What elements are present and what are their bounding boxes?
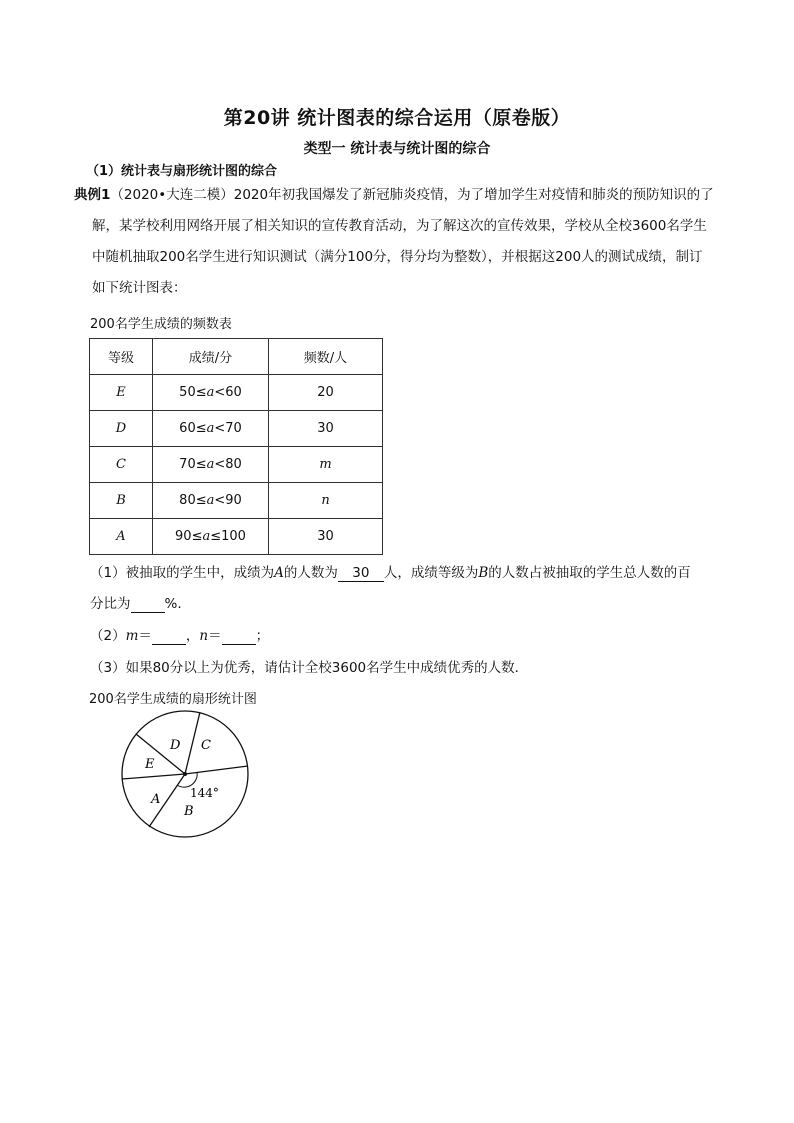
question-3: （3）如果80分以上为优秀，请估计全校3600名学生中成绩优秀的人数．	[90, 660, 529, 676]
cell-grade: C	[90, 447, 153, 483]
table-header-row	[90, 339, 383, 375]
score-variable: a	[206, 385, 215, 400]
q2-n-blank[interactable]	[222, 628, 256, 645]
pie-chart-title: 200名学生成绩的扇形统计图	[89, 692, 257, 707]
question-1-line-2	[90, 592, 182, 613]
question-2	[90, 624, 269, 645]
table-row	[90, 519, 383, 555]
q2-eq-n: ＝	[208, 628, 222, 644]
cell-range: 60≤a<70	[153, 411, 269, 447]
example-label: 典例1	[74, 187, 111, 203]
question-1-line-1	[90, 561, 691, 582]
q1-percent-blank[interactable]	[131, 596, 165, 613]
q1-text-f: %.	[164, 596, 182, 612]
pie-boundary-e-a	[122, 774, 185, 779]
cell-grade: D	[90, 411, 153, 447]
cell-range: 50≤a<60	[153, 375, 269, 411]
cell-grade: E	[90, 375, 153, 411]
q2-m-blank[interactable]	[152, 628, 186, 645]
score-variable: a	[202, 529, 211, 544]
header-count: 频数/人	[269, 339, 383, 375]
q1-var-b: B	[478, 565, 489, 581]
table-caption: 200名学生成绩的频数表	[90, 317, 232, 332]
q1-text-d: 的人数占被抽取的学生总人数的百	[488, 565, 691, 581]
q2-eq-m: ＝	[138, 628, 152, 644]
pie-label-b: B	[184, 804, 194, 819]
pie-label-c: C	[201, 738, 211, 753]
cell-range: 80≤a<90	[153, 483, 269, 519]
score-variable: a	[206, 421, 215, 436]
table-row	[90, 411, 383, 447]
example-line-2: 解，某学校利用网络开展了相关知识的宣传教育活动，为了解这次的宣传效果，学校从全校3600名学生	[92, 218, 707, 234]
score-variable: a	[206, 457, 215, 472]
table-row	[90, 447, 383, 483]
example-paragraph	[74, 180, 726, 304]
example-line-1: 2020年初我国爆发了新冠肺炎疫情，为了增加学生对疫情和肺炎的预防知识的了	[233, 187, 714, 203]
table-row	[90, 375, 383, 411]
cell-count: 30	[269, 519, 383, 555]
pie-label-d: D	[170, 738, 181, 753]
page-subtitle: 类型一 统计表与统计图的综合	[303, 141, 491, 157]
cell-range: 70≤a<80	[153, 447, 269, 483]
pie-annotation-b: 144°	[190, 786, 219, 800]
header-grade: 等级	[90, 339, 153, 375]
q2-var-m: m	[125, 628, 139, 644]
q1-text-a: （1）被抽取的学生中，成绩为	[90, 565, 275, 581]
cell-count: 20	[269, 375, 383, 411]
cell-count: n	[269, 483, 383, 519]
cell-count: m	[269, 447, 383, 483]
q2-end: ；	[255, 628, 270, 644]
example-line-4: 如下统计图表：	[92, 280, 187, 296]
example-source: （2020•大连二模）	[110, 187, 234, 203]
pie-chart	[118, 710, 258, 840]
table-row	[90, 483, 383, 519]
frequency-table	[89, 338, 383, 555]
cell-range: 90≤a≤100	[153, 519, 269, 555]
header-score: 成绩/分	[153, 339, 269, 375]
score-variable: a	[206, 493, 215, 508]
q2-prefix: （2）	[90, 628, 126, 644]
q1-var-a: A	[274, 565, 284, 581]
q2-sep: ，	[185, 628, 200, 644]
pie-boundary-b-c	[185, 766, 248, 774]
section-heading: （1）统计表与扇形统计图的综合	[86, 164, 278, 179]
page-title: 第20讲 统计图表的综合运用（原卷版）	[223, 107, 571, 129]
pie-label-a: A	[151, 792, 161, 807]
q1-answer-blank[interactable]: 30	[338, 565, 384, 582]
example-line-3: 中随机抽取200名学生进行知识测试（满分100分，得分均为整数），并根据这200人的测试成绩，制订	[92, 249, 703, 265]
q1-text-e: 分比为	[90, 596, 131, 612]
cell-grade: B	[90, 483, 153, 519]
q2-var-n: n	[199, 628, 209, 644]
cell-count: 30	[269, 411, 383, 447]
cell-grade: A	[90, 519, 153, 555]
pie-label-e: E	[145, 757, 155, 772]
q1-text-c: 人，成绩等级为	[383, 565, 479, 581]
pie-boundary-c-d	[185, 712, 200, 774]
q1-text-b: 的人数为	[283, 565, 338, 581]
pie-center-dot	[183, 772, 187, 776]
